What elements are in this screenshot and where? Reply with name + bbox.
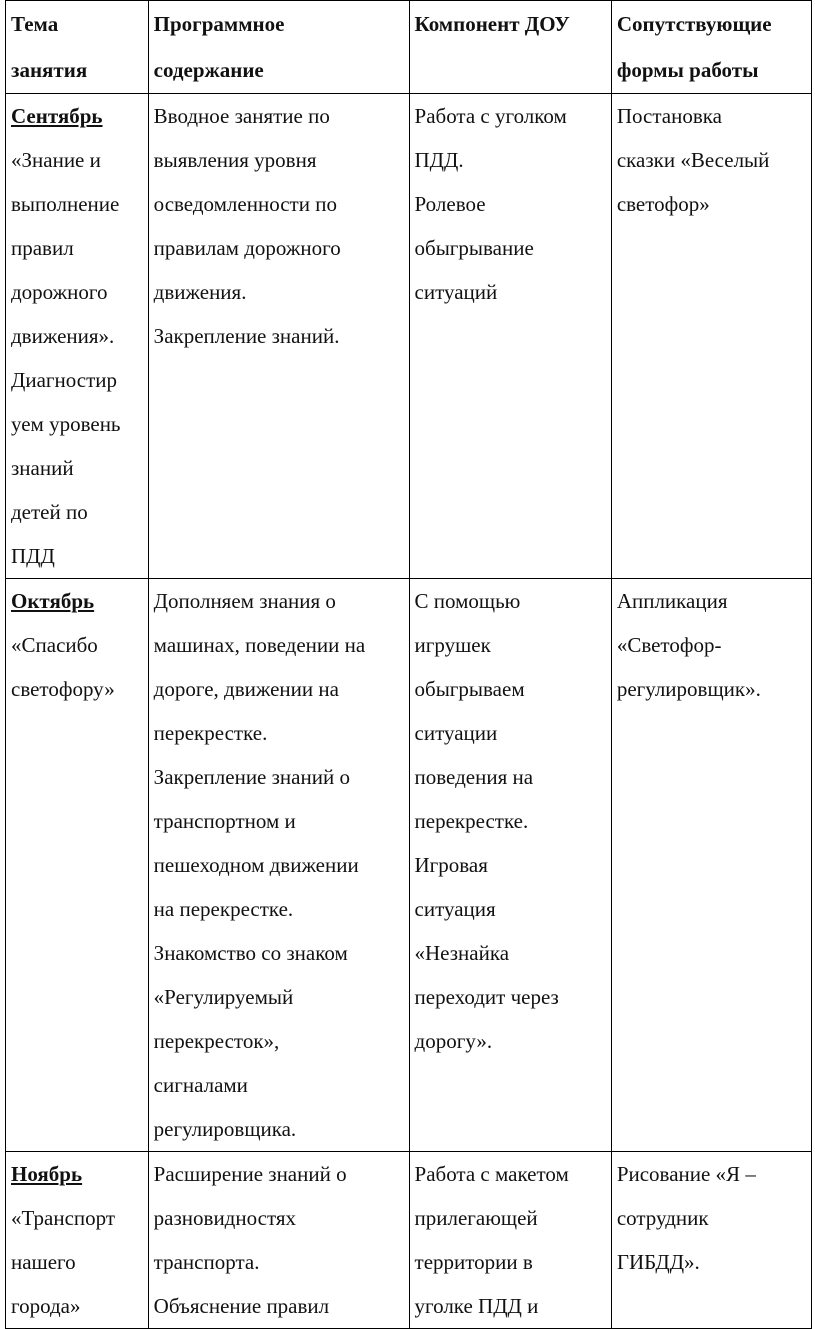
cell-component: [409, 579, 611, 1152]
cell-content-line: «Регулируемый: [153, 985, 294, 1009]
cell-content-line: выявления уровня: [153, 148, 317, 172]
cell-forms-line: регулировщик».: [616, 677, 761, 701]
cell-content-line: перекрестке.: [153, 721, 268, 745]
cell-topic-line: светофору»: [11, 677, 115, 701]
cell-component-line: Игровая: [414, 853, 488, 877]
cell-topic-line: «Спасибо: [11, 633, 98, 657]
cell-component-line: поведения на: [414, 765, 534, 789]
cell-component-line: перекрестке.: [414, 809, 529, 833]
cell-content-line: осведомленности по: [153, 192, 337, 216]
cell-component-line: С помощью: [414, 589, 521, 613]
cell-content-line: на перекрестке.: [153, 897, 294, 921]
cell-forms-line: Постановка: [616, 104, 722, 128]
header-topic-line: занятия: [11, 58, 88, 82]
cell-topic-line: города»: [11, 1294, 81, 1318]
cell-content-line: пешеходном движении: [153, 853, 359, 877]
cell-content: [148, 1152, 409, 1329]
cell-topic-line: детей по: [11, 500, 88, 524]
cell-component-line: переходит через: [414, 985, 559, 1009]
cell-content-line: Объяснение правил: [153, 1294, 330, 1318]
cell-forms: [611, 579, 811, 1152]
cell-forms-line: Рисование «Я –: [616, 1162, 756, 1186]
cell-content-line: Расширение знаний о: [153, 1162, 347, 1186]
cell-component-line: дорогу».: [414, 1029, 493, 1053]
cell-topic-line: выполнение: [11, 192, 120, 216]
header-forms: [611, 1, 811, 94]
header-content: [148, 1, 409, 94]
cell-content-line: перекресток»,: [153, 1029, 280, 1053]
cell-content-line: правилам дорожного: [153, 236, 341, 260]
cell-component: [409, 1152, 611, 1329]
cell-component-line: обыгрываем: [414, 677, 525, 701]
cell-content-line: транспортном и: [153, 809, 296, 833]
cell-content-line: Вводное занятие по: [153, 104, 330, 128]
cell-content-line: транспорта.: [153, 1250, 260, 1274]
cell-component-line: Работа с макетом: [414, 1162, 569, 1186]
cell-topic: [6, 94, 149, 579]
cell-forms: [611, 1152, 811, 1329]
header-forms-line: формы работы: [616, 58, 759, 82]
cell-component-line: ситуации: [414, 721, 498, 745]
cell-topic-line: дорожного: [11, 280, 108, 304]
cell-content: [148, 94, 409, 579]
cell-component-line: уголке ПДД и: [414, 1294, 539, 1318]
month-label: Октябрь: [11, 589, 95, 613]
header-forms-line: Сопутствующие: [616, 12, 772, 36]
table-row: [6, 579, 812, 1152]
cell-topic-line: движения».: [11, 324, 115, 348]
cell-topic-line: правил: [11, 236, 74, 260]
cell-component-line: территории в: [414, 1250, 533, 1274]
cell-component-line: прилегающей: [414, 1206, 538, 1230]
cell-topic-line: Диагностир: [11, 368, 117, 392]
cell-component-line: Работа с уголком: [414, 104, 567, 128]
month-label: Сентябрь: [11, 104, 103, 128]
cell-topic-line: нашего: [11, 1250, 76, 1274]
cell-topic: [6, 1152, 149, 1329]
cell-component-line: «Незнайка: [414, 941, 510, 965]
cell-topic-line: «Транспорт: [11, 1206, 116, 1230]
table-body: [6, 94, 812, 1329]
cell-forms-line: «Светофор-: [616, 633, 722, 657]
cell-topic-line: знаний: [11, 456, 74, 480]
header-component: [409, 1, 611, 94]
month-label: Ноябрь: [11, 1162, 83, 1186]
cell-forms-line: Аппликация: [616, 589, 728, 613]
header-topic: [6, 1, 149, 94]
cell-content-line: Закрепление знаний о: [153, 765, 350, 789]
table-header-row: [6, 1, 812, 94]
header-content-line: содержание: [153, 58, 264, 82]
cell-forms: [611, 94, 811, 579]
cell-topic-line: уем уровень: [11, 412, 121, 436]
cell-content-line: движения.: [153, 280, 247, 304]
cell-content-line: Дополняем знания о: [153, 589, 336, 613]
cell-forms-line: сказки «Веселый: [616, 148, 770, 172]
cell-content-line: машинах, поведении на: [153, 633, 366, 657]
cell-content-line: дороге, движении на: [153, 677, 339, 701]
cell-component-line: обыгрывание: [414, 236, 534, 260]
cell-content-line: сигналами: [153, 1073, 248, 1097]
header-content-line: Программное: [153, 12, 285, 36]
cell-forms-line: светофор»: [616, 192, 710, 216]
cell-content-line: регулировщика.: [153, 1117, 297, 1141]
cell-component-line: ПДД.: [414, 148, 464, 172]
header-component-line: Компонент ДОУ: [414, 12, 570, 36]
header-topic-line: Тема: [11, 12, 59, 36]
cell-topic-line: ПДД: [11, 544, 55, 568]
cell-content-line: разновидностях: [153, 1206, 297, 1230]
cell-component-line: игрушек: [414, 633, 491, 657]
table-row: [6, 94, 812, 579]
cell-content-line: Знакомство со знаком: [153, 941, 348, 965]
cell-component-line: ситуаций: [414, 280, 498, 304]
cell-component-line: Ролевое: [414, 192, 486, 216]
table-row: [6, 1152, 812, 1329]
lesson-plan-table: [5, 0, 812, 1329]
cell-forms-line: ГИБДД».: [616, 1250, 700, 1274]
cell-topic: [6, 579, 149, 1152]
cell-forms-line: сотрудник: [616, 1206, 709, 1230]
cell-component: [409, 94, 611, 579]
cell-content: [148, 579, 409, 1152]
cell-content-line: Закрепление знаний.: [153, 324, 340, 348]
cell-component-line: ситуация: [414, 897, 496, 921]
cell-topic-line: «Знание и: [11, 148, 101, 172]
